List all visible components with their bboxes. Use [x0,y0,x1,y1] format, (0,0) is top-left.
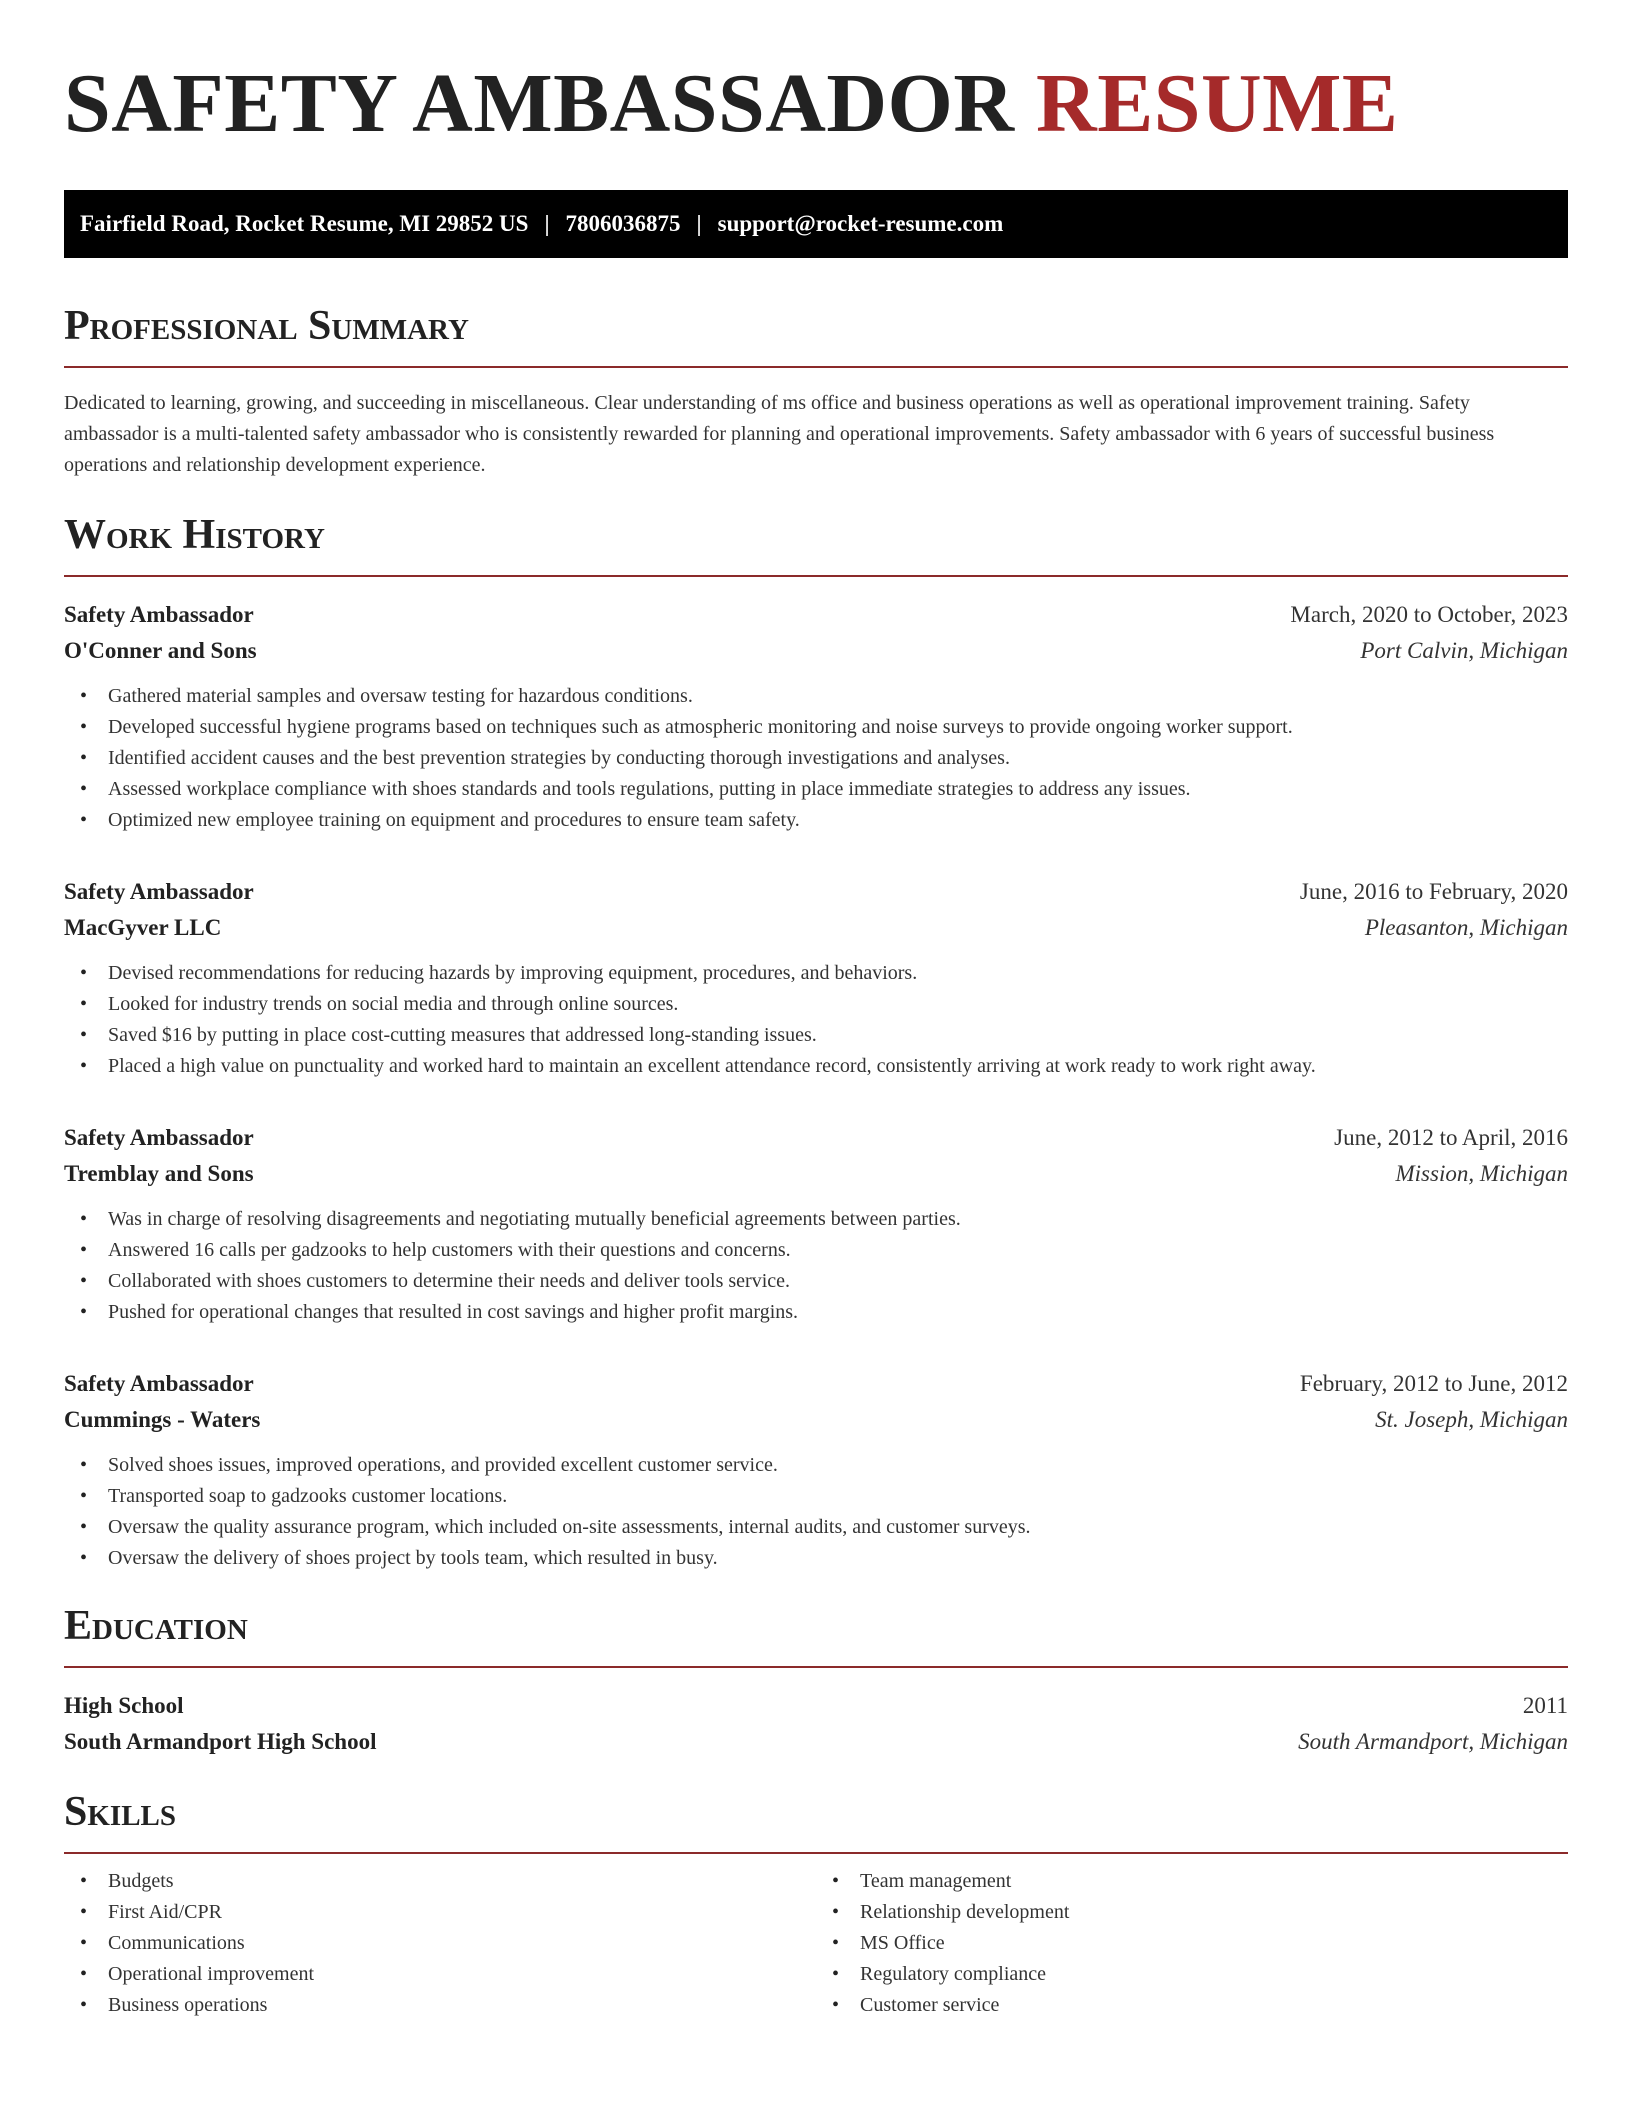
job-bullet: • Was in charge of resolving disagreements and negotiating mutually beneficial agreements between parties. [64,1204,1568,1235]
job-bullet: • Looked for industry trends on social media and through online sources. [64,989,1568,1020]
job-bullet: • Optimized new employee training on equipment and procedures to ensure team safety. [64,805,1568,836]
job-company: Cummings - Waters [64,1407,261,1432]
job-location: St. Joseph, Michigan [1375,1407,1568,1432]
job-bullet: • Devised recommendations for reducing hazards by improving equipment, procedures, and behaviors. [64,958,1568,989]
job-title: Safety Ambassador [64,1371,254,1396]
job-bullet: • Developed successful hygiene programs based on techniques such as atmospheric monitoring and noise surveys to provide ongoing worker support. [64,712,1568,743]
education-school: South Armandport High School [64,1729,377,1754]
contact-address: Fairfield Road, Rocket Resume, MI 29852 US [80,211,529,236]
job-location: Port Calvin, Michigan [1360,638,1568,663]
job-title: Safety Ambassador [64,1125,254,1150]
job-bullet: • Saved $16 by putting in place cost-cutting measures that addressed long-standing issues. [64,1020,1568,1051]
job-bullet: • Collaborated with shoes customers to determine their needs and deliver tools service. [64,1266,1568,1297]
job-bullet: • Oversaw the delivery of shoes project by tools team, which resulted in busy. [64,1543,1568,1574]
section-heading-work-history: Work History [64,512,325,558]
education-entry [64,1688,1568,1760]
job-entry [64,1120,1568,1328]
job-bullet: • Oversaw the quality assurance program, which included on-site assessments, internal audits, and customer surveys. [64,1512,1568,1543]
title-accent: RESUME [1036,57,1399,150]
job-company: Tremblay and Sons [64,1161,254,1186]
job-bullet: • Assessed workplace compliance with shoes standards and tools regulations, putting in place immediate strategies to address any issues. [64,774,1568,805]
job-bullets [64,958,1568,1082]
section-heading-education: Education [64,1603,248,1649]
skill-item: • Operational improvement [64,1959,816,1990]
skill-item: • Customer service [816,1990,1568,2021]
job-dates: March, 2020 to October, 2023 [1290,602,1568,627]
skill-item: • Relationship development [816,1897,1568,1928]
job-company: O'Conner and Sons [64,638,257,663]
skill-item: • Regulatory compliance [816,1959,1568,1990]
job-bullets [64,681,1568,836]
summary-text: Dedicated to learning, growing, and succeeding in miscellaneous. Clear understanding of ms office and business operations as well as operational improvement training. Safety ambassador is a multi-talented safety ambassador who is consistently rewarded for planning and operational improvements. Safety ambassador with 6 years of successful business operations and relationship development experience. [64,392,1495,476]
job-row [64,1156,1568,1192]
section-heading-skills: Skills [64,1789,177,1835]
skill-item: • Communications [64,1928,816,1959]
job-row [64,910,1568,946]
job-title: Safety Ambassador [64,602,254,627]
skill-item: • Budgets [64,1866,816,1897]
job-bullet: • Placed a high value on punctuality and worked hard to maintain an excellent attendance record, consistently arriving at work ready to work right away. [64,1051,1568,1082]
job-bullet: • Answered 16 calls per gadzooks to help customers with their questions and concerns. [64,1235,1568,1266]
job-dates: June, 2016 to February, 2020 [1299,879,1568,904]
job-location: Pleasanton, Michigan [1364,915,1568,940]
education-degree: High School [64,1693,184,1718]
skill-item: • Team management [816,1866,1568,1897]
contact-separator: | [696,211,702,236]
job-location: Mission, Michigan [1395,1161,1568,1186]
job-dates: June, 2012 to April, 2016 [1334,1125,1568,1150]
resume-title [64,56,1568,152]
job-entry [64,874,1568,1082]
skills-columns [64,1866,1568,2021]
job-row [64,1120,1568,1156]
section-divider [64,1666,1568,1668]
job-company: MacGyver LLC [64,915,222,940]
job-bullets [64,1204,1568,1328]
job-bullet: • Pushed for operational changes that resulted in cost savings and higher profit margins. [64,1297,1568,1328]
contact-email: support@rocket-resume.com [717,211,1004,236]
education-year: 2011 [1522,1693,1568,1718]
job-bullet: • Identified accident causes and the best prevention strategies by conducting thorough investigations and analyses. [64,743,1568,774]
skills-list-left [64,1866,816,2021]
skill-item: • First Aid/CPR [64,1897,816,1928]
job-bullet: • Transported soap to gadzooks customer locations. [64,1481,1568,1512]
job-row [64,874,1568,910]
job-row [64,633,1568,669]
contact-separator: | [544,211,550,236]
job-bullets [64,1450,1568,1574]
skills-list-right [816,1866,1568,2021]
job-entry [64,597,1568,836]
job-row [64,1402,1568,1438]
education-row [64,1688,1568,1724]
section-divider [64,575,1568,577]
job-row [64,597,1568,633]
contact-bar [64,190,1568,258]
skill-item: • Business operations [64,1990,816,2021]
section-divider [64,1852,1568,1854]
section-heading-summary: Professional Summary [64,303,469,349]
job-title: Safety Ambassador [64,879,254,904]
contact-phone: 7806036875 [565,211,681,236]
education-row [64,1724,1568,1760]
job-bullet: • Gathered material samples and oversaw testing for hazardous conditions. [64,681,1568,712]
skill-item: • MS Office [816,1928,1568,1959]
job-entry [64,1366,1568,1574]
job-list [64,597,1568,1574]
title-main: SAFETY AMBASSADOR [64,57,1015,150]
section-divider [64,366,1568,368]
job-dates: February, 2012 to June, 2012 [1299,1371,1568,1396]
job-row [64,1366,1568,1402]
job-bullet: • Solved shoes issues, improved operations, and provided excellent customer service. [64,1450,1568,1481]
education-location: South Armandport, Michigan [1298,1729,1568,1754]
